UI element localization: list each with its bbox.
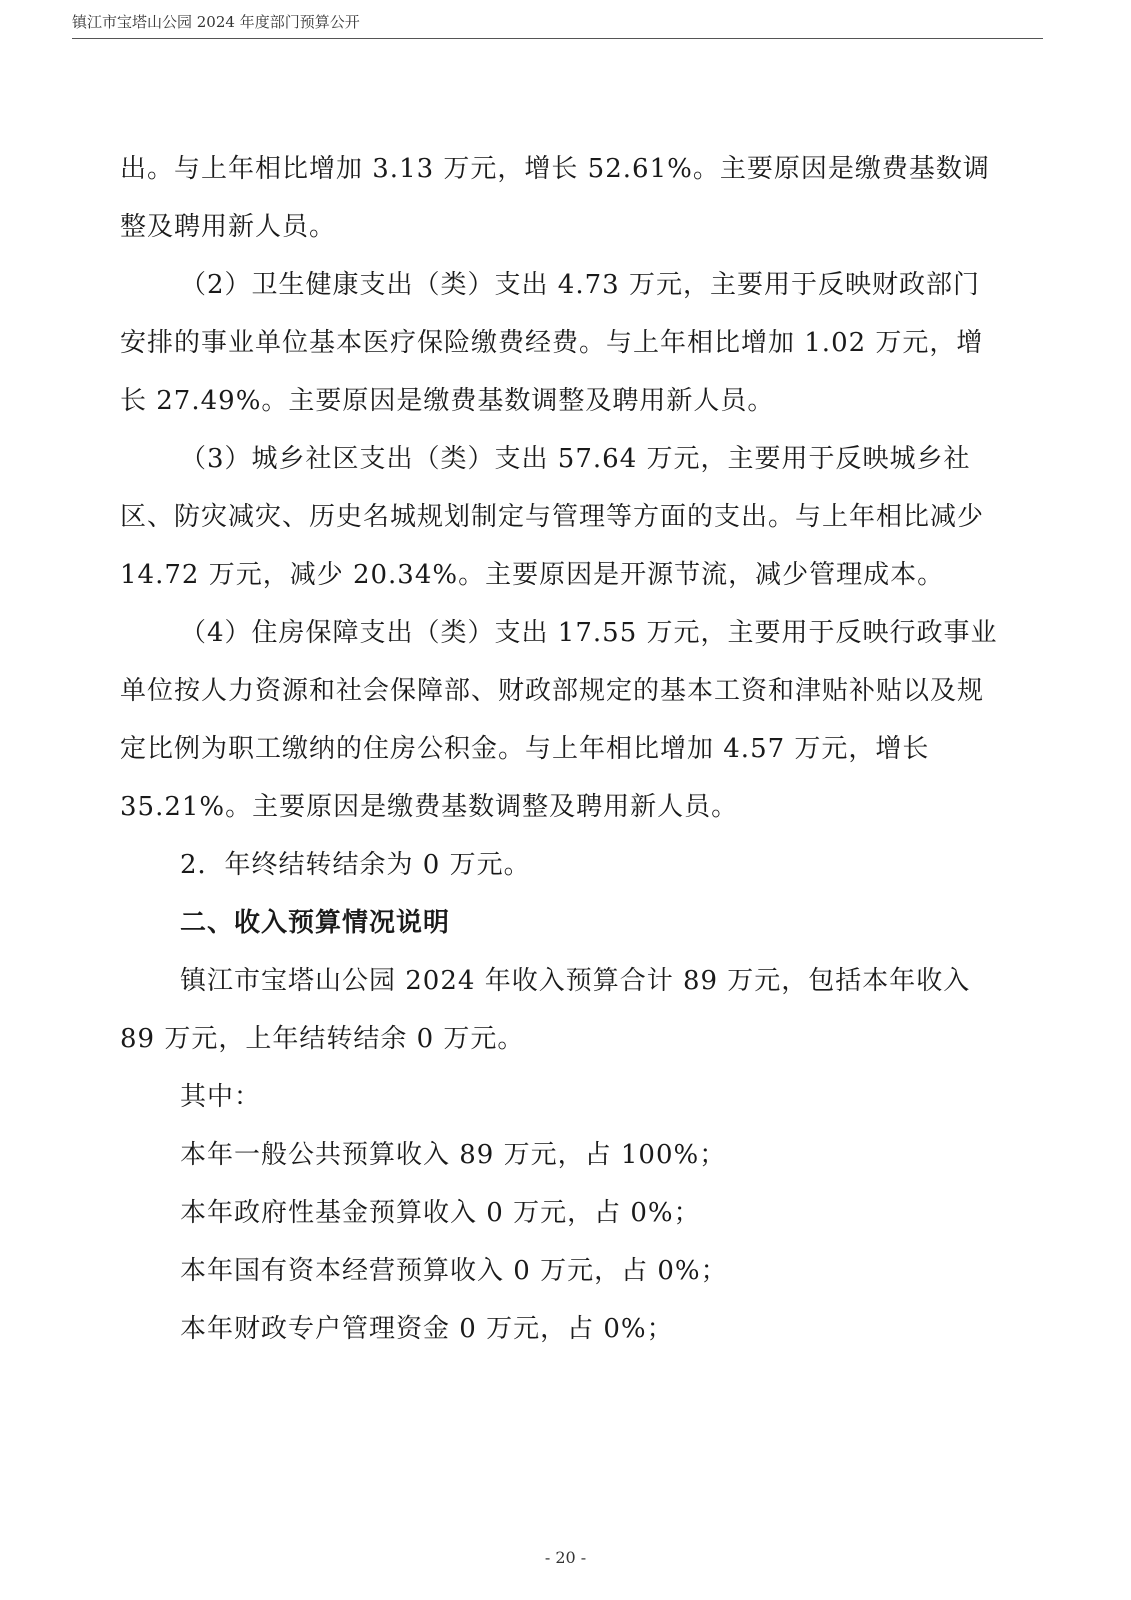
paragraph-continuation: 出。与上年相比增加 3.13 万元，增长 52.61%。主要原因是缴费基数调整及聘用新人员。 [120, 154, 990, 242]
paragraph-state-capital-budget: 本年国有资本经营预算收入 0 万元，占 0%； [180, 1256, 728, 1286]
paragraph-health-expense: （2）卫生健康支出（类）支出 4.73 万元，主要用于反映财政部门安排的事业单位基本医疗保险缴费经费。与上年相比增加 1.02 万元，增长 27.49%。主要原因是缴费基数调整及聘用新人员。 [120, 270, 984, 416]
page-number: - 20 - [544, 1548, 587, 1567]
paragraph-special-account: 本年财政专户管理资金 0 万元，占 0%； [180, 1314, 674, 1344]
document-body [120, 140, 1000, 1358]
paragraph-fund-budget: 本年政府性基金预算收入 0 万元，占 0%； [180, 1198, 701, 1228]
section-heading-income: 二、收入预算情况说明 [180, 908, 451, 938]
paragraph-housing-expense: （4）住房保障支出（类）支出 17.55 万元，主要用于反映行政事业单位按人力资源和社会保障部、财政部规定的基本工资和津贴补贴以及规定比例为职工缴纳的住房公积金。与上年相比增加 4.57 万元，增长 35.21%。主要原因是缴费基数调整及聘用新人员。 [120, 618, 998, 822]
paragraph-among: 其中： [180, 1082, 262, 1112]
paragraph-carryover: 2．年终结转结余为 0 万元。 [180, 850, 531, 880]
paragraph-community-expense: （3）城乡社区支出（类）支出 57.64 万元，主要用于反映城乡社区、防灾减灾、历史名城规划制定与管理等方面的支出。与上年相比减少 14.72 万元，减少 20.34%。主要原因是开源节流，减少管理成本。 [120, 444, 985, 590]
header-divider [72, 38, 1043, 39]
paragraph-income-total: 镇江市宝塔山公园 2024 年收入预算合计 89 万元，包括本年收入 89 万元，上年结转结余 0 万元。 [120, 966, 971, 1054]
page-header: 镇江市宝塔山公园 2024 年度部门预算公开 [72, 13, 360, 31]
paragraph-general-budget: 本年一般公共预算收入 89 万元，占 100%； [180, 1140, 727, 1170]
